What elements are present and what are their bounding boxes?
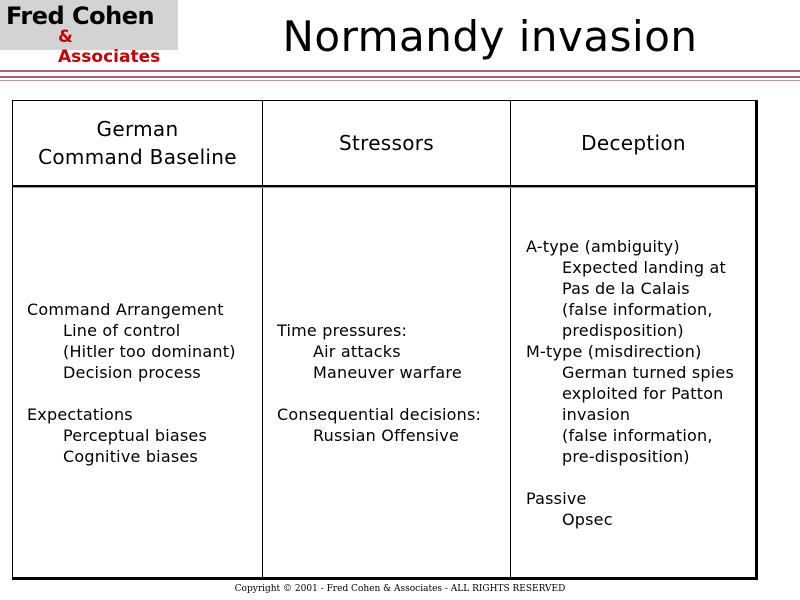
column-cell-baseline bbox=[27, 188, 259, 577]
list-subitem: invasion bbox=[562, 404, 631, 424]
list-item: M-type (misdirection) bbox=[526, 341, 702, 361]
column-header-stressors: Stressors bbox=[338, 131, 435, 155]
column-cell-stressors bbox=[277, 188, 507, 577]
list-item: Consequential decisions: bbox=[277, 404, 482, 424]
list-subitem: German turned spies bbox=[562, 362, 735, 382]
list-subitem: Air attacks bbox=[313, 341, 401, 361]
slide-title: Normandy invasion bbox=[282, 12, 698, 61]
header-divider bbox=[13, 185, 755, 187]
copyright-footer: Copyright © 2001 - Fred Cohen & Associates - ALL RIGHTS RESERVED bbox=[234, 584, 566, 594]
list-subitem: Russian Offensive bbox=[313, 425, 460, 445]
list-subitem: Expected landing at bbox=[562, 257, 726, 277]
header-rule bbox=[0, 76, 800, 78]
list-item: Expectations bbox=[27, 404, 133, 424]
list-subitem: pre-disposition) bbox=[562, 446, 690, 466]
list-item: A-type (ambiguity) bbox=[526, 236, 680, 256]
list-subitem: Maneuver warfare bbox=[313, 362, 462, 382]
list-subitem: exploited for Patton bbox=[562, 383, 724, 403]
logo-name: Fred Cohen bbox=[6, 2, 155, 30]
list-subitem: Perceptual biases bbox=[63, 425, 208, 445]
blank-line bbox=[277, 383, 481, 404]
column-header-deception: Deception bbox=[581, 131, 686, 155]
list-item: Command Arrangement bbox=[27, 299, 224, 319]
column-header-baseline: German Command Baseline bbox=[38, 117, 237, 169]
list-subitem: Pas de la Calais bbox=[562, 278, 690, 298]
column-cell-deception bbox=[526, 188, 754, 577]
list-subitem: Line of control bbox=[63, 320, 181, 340]
list-subitem: (false information, bbox=[562, 425, 713, 445]
company-logo bbox=[0, 0, 178, 67]
blank-line bbox=[27, 383, 236, 404]
list-subitem: Cognitive biases bbox=[63, 446, 198, 466]
list-item: Time pressures: bbox=[277, 320, 408, 340]
logo-subtitle: & Associates bbox=[58, 27, 161, 67]
list-subitem: predisposition) bbox=[562, 320, 684, 340]
list-item: Passive bbox=[526, 488, 587, 508]
list-subitem: Opsec bbox=[562, 509, 613, 529]
list-subitem: Decision process bbox=[63, 362, 201, 382]
list-subitem: (Hitler too dominant) bbox=[63, 341, 236, 361]
header-rule bbox=[0, 70, 800, 72]
header-rule bbox=[0, 80, 800, 81]
comparison-table bbox=[12, 100, 758, 580]
list-subitem: (false information, bbox=[562, 299, 713, 319]
blank-line bbox=[526, 467, 734, 488]
